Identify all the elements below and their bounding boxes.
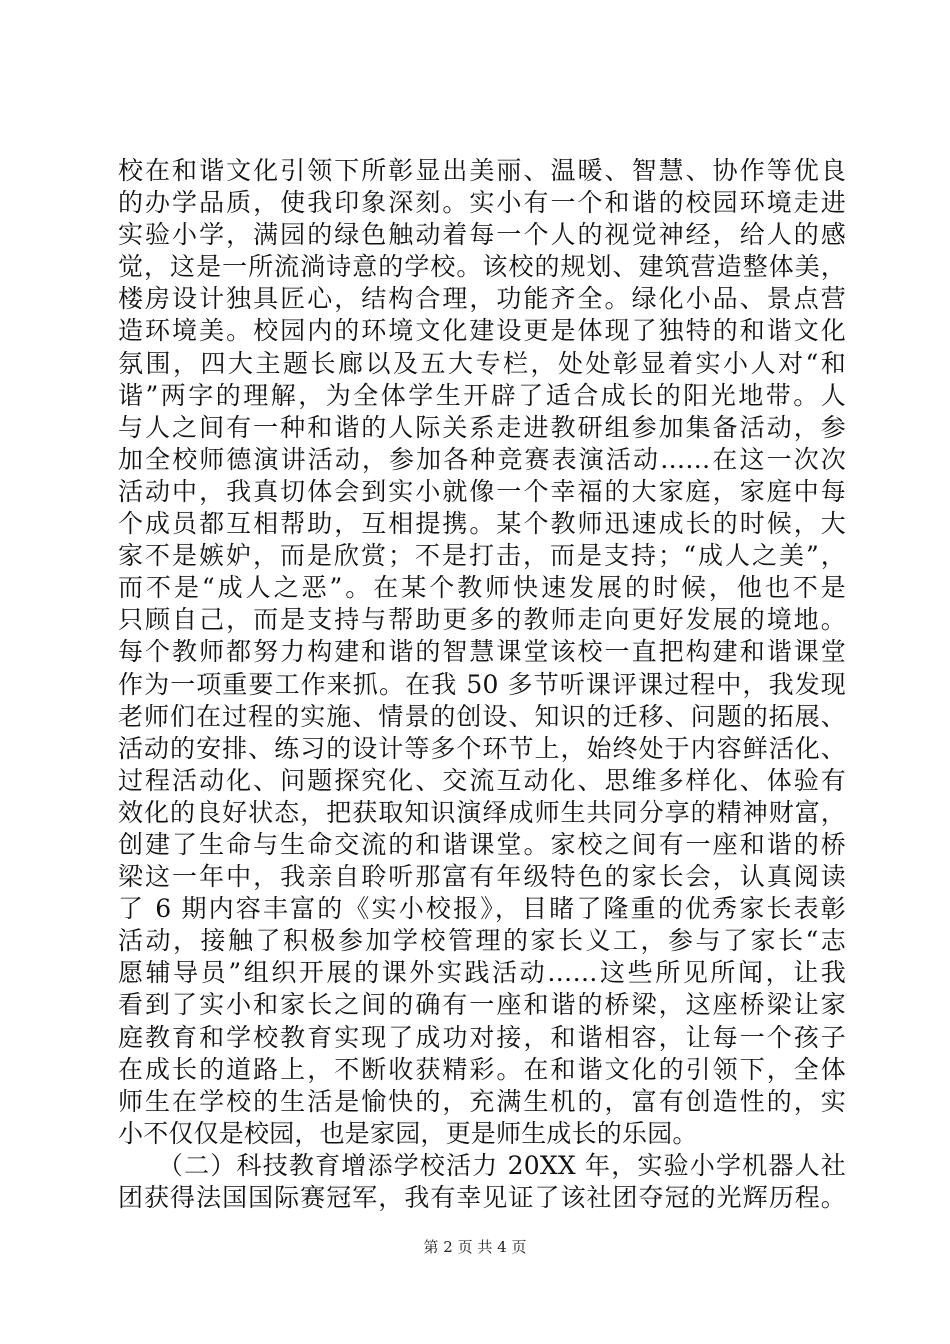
text-line: 氛围，四大主题长廊以及五大专栏，处处彰显着实小人对“和 xyxy=(118,348,846,378)
text-line: 看到了实小和家长之间的确有一座和谐的桥梁，这座桥梁让家 xyxy=(118,990,846,1020)
text-line: 个成员都互相帮助，互相提携。某个教师迅速成长的时候，大 xyxy=(118,509,846,539)
text-line: 活动中，我真切体会到实小就像一个幸福的大家庭，家庭中每 xyxy=(118,476,846,506)
text-line: 活动，接触了积极参加学校管理的家长义工，参与了家长“志 xyxy=(118,926,846,956)
text-line: 老师们在过程的实施、情景的创设、知识的迁移、问题的拓展、 xyxy=(118,701,846,731)
body-text xyxy=(118,155,846,1214)
text-line: 效化的良好状态，把获取知识演绎成师生共同分享的精神财富， xyxy=(118,797,846,827)
text-line: 与人之间有一种和谐的人际关系走进教研组参加集备活动，参 xyxy=(118,412,846,442)
text-line: 创建了生命与生命交流的和谐课堂。家校之间有一座和谐的桥 xyxy=(118,829,846,859)
text-line: 梁这一年中，我亲自聆听那富有年级特色的家长会，认真阅读 xyxy=(118,862,846,892)
text-line: 谐”两字的理解，为全体学生开辟了适合成长的阳光地带。人 xyxy=(118,380,846,410)
text-line: 师生在学校的生活是愉快的，充满生机的，富有创造性的，实 xyxy=(118,1086,846,1116)
text-line: 活动的安排、练习的设计等多个环节上，始终处于内容鲜活化、 xyxy=(118,733,846,763)
text-line: 楼房设计独具匠心，结构合理，功能齐全。绿化小品、景点营 xyxy=(118,284,846,314)
page-number-footer: 第 2 页 共 4 页 xyxy=(423,1238,527,1256)
text-line: 团获得法国国际赛冠军，我有幸见证了该社团夺冠的光辉历程。 xyxy=(118,1183,846,1212)
text-line: 家不是嫉妒，而是欣赏；不是打击，而是支持；“成人之美”， xyxy=(118,541,846,571)
text-line: 每个教师都努力构建和谐的智慧课堂该校一直把构建和谐课堂 xyxy=(118,637,846,667)
text-line: 了 6 期内容丰富的《实小校报》，目睹了隆重的优秀家长表彰 xyxy=(118,894,846,924)
text-line: 庭教育和学校教育实现了成功对接，和谐相容，让每一个孩子 xyxy=(118,1022,846,1052)
paragraph-end-line: 小不仅仅是校园，也是家园，更是师生成长的乐园。 xyxy=(118,1118,698,1148)
text-line: 愿辅导员”组织开展的课外实践活动……这些所见所闻，让我 xyxy=(118,958,846,988)
text-line: 而不是“成人之恶”。在某个教师快速发展的时候，他也不是 xyxy=(118,573,846,603)
section-heading-line: （二）科技教育增添学校活力 20XX 年，实验小学机器人社 xyxy=(118,1150,846,1180)
text-line: 的办学品质，使我印象深刻。实小有一个和谐的校园环境走进 xyxy=(118,188,846,218)
text-line: 只顾自己，而是支持与帮助更多的教师走向更好发展的境地。 xyxy=(118,605,846,635)
text-line: 作为一项重要工作来抓。在我 50 多节听课评课过程中，我发现 xyxy=(118,669,846,699)
text-line: 加全校师德演讲活动，参加各种竞赛表演活动……在这一次次 xyxy=(118,444,846,474)
text-line: 过程活动化、问题探究化、交流互动化、思维多样化、体验有 xyxy=(118,765,846,795)
text-line: 造环境美。校园内的环境文化建设更是体现了独特的和谐文化 xyxy=(118,316,846,346)
text-line: 实验小学，满园的绿色触动着每一个人的视觉神经，给人的感 xyxy=(118,220,846,250)
text-line: 在成长的道路上，不断收获精彩。在和谐文化的引领下，全体 xyxy=(118,1054,846,1084)
text-line: 觉，这是一所流淌诗意的学校。该校的规划、建筑营造整体美， xyxy=(118,252,846,282)
text-line: 校在和谐文化引领下所彰显出美丽、温暖、智慧、协作等优良 xyxy=(118,156,846,185)
